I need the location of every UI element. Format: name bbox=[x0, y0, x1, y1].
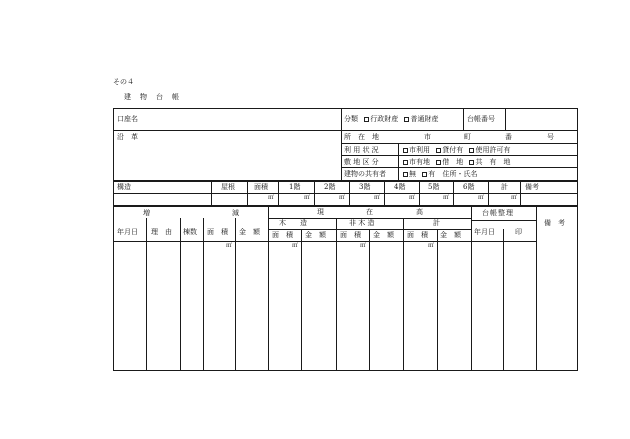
checkbox-administrative[interactable] bbox=[364, 117, 369, 122]
unit-total: ㎡ bbox=[511, 194, 518, 201]
current-label-2: 在 bbox=[366, 208, 373, 216]
checkbox-exists[interactable] bbox=[422, 172, 427, 177]
ledger-adjust-label: 台帳整理 bbox=[482, 209, 514, 217]
ledger-number-label: 台帳番号 bbox=[467, 115, 495, 123]
ledger-remarks-label: 備 考 bbox=[544, 219, 565, 227]
floor-1-label: 1階 bbox=[289, 183, 301, 191]
current-total-label: 計 bbox=[433, 219, 440, 227]
floor-5-label: 5階 bbox=[428, 183, 440, 191]
nonwood-label: 非 木 造 bbox=[349, 219, 375, 227]
col-amount: 金 額 bbox=[239, 228, 260, 236]
option-none: 無 bbox=[409, 170, 416, 178]
location-block: 番 bbox=[505, 133, 512, 141]
col-reason: 理 由 bbox=[151, 228, 172, 236]
option-ordinary: 普通財産 bbox=[410, 115, 439, 123]
checkbox-none[interactable] bbox=[403, 172, 408, 177]
location-city: 市 bbox=[424, 133, 431, 141]
col-wood-area: 面 積 bbox=[272, 231, 293, 239]
option-city-use: 市利用 bbox=[409, 146, 430, 154]
site-options bbox=[403, 159, 510, 166]
co-owner-options bbox=[403, 171, 477, 178]
checkbox-ordinary[interactable] bbox=[404, 117, 409, 122]
checkbox-shared-land[interactable] bbox=[469, 160, 474, 165]
current-label-3: 高 bbox=[416, 208, 423, 216]
increase-label: 増 bbox=[143, 209, 150, 217]
checkbox-lease[interactable] bbox=[436, 148, 441, 153]
unit-wood-area: ㎡ bbox=[292, 242, 299, 249]
col-wood-amount: 金 額 bbox=[305, 231, 326, 239]
col-total-amount: 金 額 bbox=[440, 231, 461, 239]
unit-floor-5: ㎡ bbox=[443, 194, 450, 201]
unit-floor-1: ㎡ bbox=[304, 194, 311, 201]
unit-decrease-area: ㎡ bbox=[226, 242, 233, 249]
checkbox-city-land[interactable] bbox=[403, 160, 408, 165]
location-number: 号 bbox=[547, 133, 554, 141]
unit-nonwood-area: ㎡ bbox=[360, 242, 367, 249]
decrease-label: 減 bbox=[232, 209, 239, 217]
section-label: その４ bbox=[113, 78, 134, 86]
col-nonwood-area: 面 積 bbox=[340, 231, 361, 239]
total-label: 計 bbox=[501, 183, 508, 191]
unit-floor-3: ㎡ bbox=[374, 194, 381, 201]
option-permit: 使用許可有 bbox=[475, 146, 511, 154]
unit-floor-4: ㎡ bbox=[409, 194, 416, 201]
checkbox-permit[interactable] bbox=[469, 148, 474, 153]
option-leased-land: 借 地 bbox=[442, 158, 464, 166]
floor-6-label: 6階 bbox=[463, 183, 475, 191]
col-count: 棟数 bbox=[183, 228, 197, 236]
unit-floor-6: ㎡ bbox=[478, 194, 485, 201]
co-owner-label: 建物の共有者 bbox=[344, 170, 386, 178]
structure-label: 構造 bbox=[117, 183, 131, 191]
history-label: 沿 革 bbox=[117, 133, 138, 141]
option-shared-land: 共 有 地 bbox=[475, 158, 511, 166]
current-label-1: 現 bbox=[317, 208, 324, 216]
site-label: 敷 地 区 分 bbox=[344, 158, 379, 166]
remarks-label: 備考 bbox=[525, 183, 539, 191]
checkbox-leased-land[interactable] bbox=[436, 160, 441, 165]
wood-label: 木 造 bbox=[279, 219, 307, 227]
form-title: 建 物 台 帳 bbox=[124, 93, 180, 101]
classification-label: 分類 bbox=[344, 115, 358, 123]
address-name-label: 住所・氏名 bbox=[442, 170, 478, 178]
unit-total-area: ㎡ bbox=[428, 242, 435, 249]
col-area: 面 積 bbox=[207, 228, 228, 236]
unit-floor-2: ㎡ bbox=[339, 194, 346, 201]
location-label: 所 在 地 bbox=[344, 133, 379, 141]
roof-label: 屋根 bbox=[221, 183, 235, 191]
col-nonwood-amount: 金 額 bbox=[373, 231, 394, 239]
classification-row bbox=[344, 116, 438, 123]
account-name-label: 口座名 bbox=[117, 115, 138, 123]
location-town: 町 bbox=[464, 133, 471, 141]
unit-area: ㎡ bbox=[268, 194, 275, 201]
floor-2-label: 2階 bbox=[324, 183, 336, 191]
usage-label: 利 用 状 況 bbox=[344, 146, 379, 154]
option-exists: 有 bbox=[428, 170, 436, 178]
option-city-land: 市有地 bbox=[409, 158, 430, 166]
option-lease: 貸付有 bbox=[442, 146, 464, 154]
floor-3-label: 3階 bbox=[359, 183, 371, 191]
option-administrative: 行政財産 bbox=[370, 115, 399, 123]
floor-4-label: 4階 bbox=[394, 183, 406, 191]
usage-options bbox=[403, 147, 510, 154]
checkbox-city-use[interactable] bbox=[403, 148, 408, 153]
col-total-area: 面 積 bbox=[407, 231, 428, 239]
col-date: 年月日 bbox=[117, 228, 138, 236]
col-stamp: 印 bbox=[515, 228, 522, 236]
area-label: 面積 bbox=[254, 183, 268, 191]
col-adjust-date: 年月日 bbox=[474, 228, 495, 236]
